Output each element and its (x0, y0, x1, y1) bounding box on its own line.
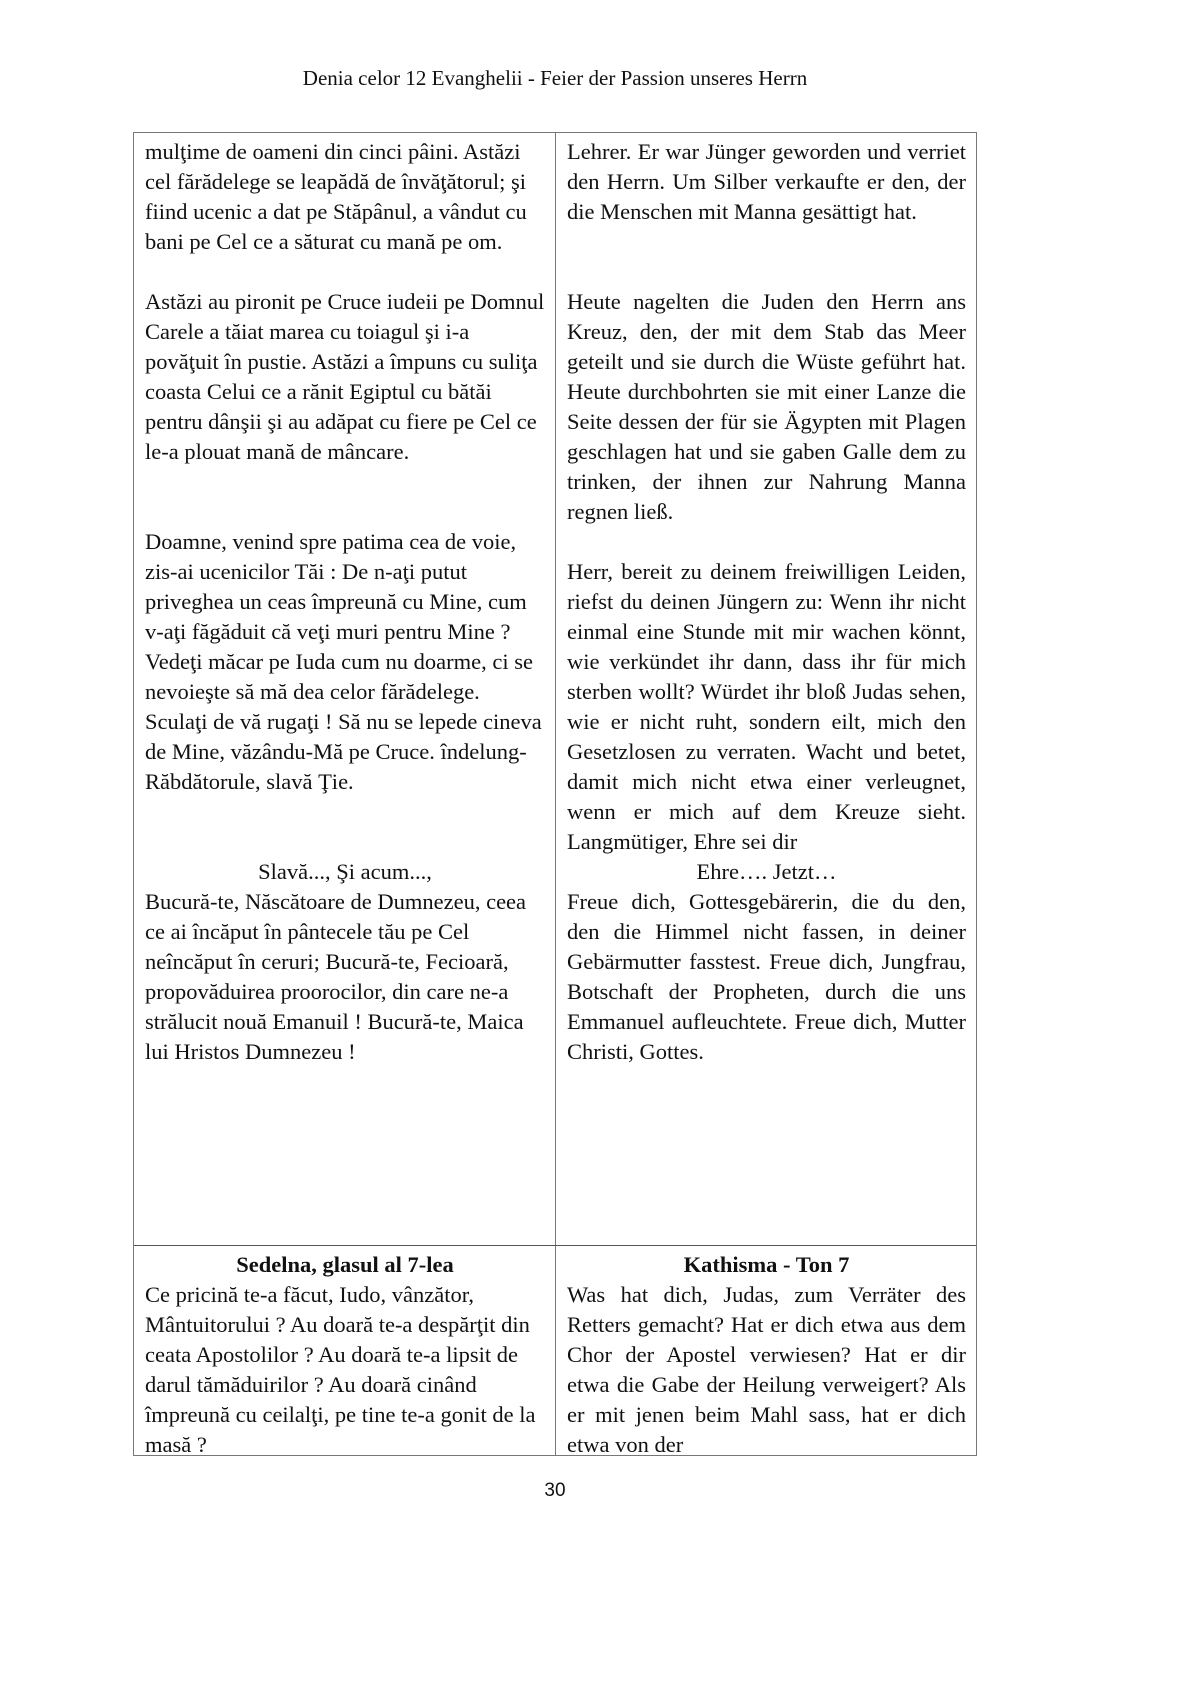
german-theotokion: Freue dich, Gottesgebärerin, die du den, den die Himmel nicht fassen, in deiner Gebärmutter fasstest. Freue dich, Jungfrau, Botschaft der Propheten, durch die uns Emmanuel aufleuchtete. Freue dich, Mutter Christi, Gottes. (567, 889, 966, 1064)
romanian-doxology: Slavă..., Şi acum..., (258, 859, 432, 884)
german-paragraph: Was hat dich, Judas, zum Verräter des Retters gemacht? Hat er dich etwa aus dem Chor der Apostel verwiesen? Hat er dir etwa die Gabe der Heilung verweigert? Als er mit jenen beim Mahl sass, hat er dich etwa von der (567, 1282, 966, 1457)
german-paragraph: Lehrer. Er war Jünger geworden und verriet den Herrn. Um Silber verkaufte er den, der die Menschen mit Manna gesättigt hat. (567, 139, 966, 224)
romanian-paragraph: Doamne, venind spre patima cea de voie, zis-ai ucenicilor Tăi : De n-aţi putut priveghea un ceas împreună cu Mine, cum v-aţi făgăduit că veţi muri pentru Mine ? Vedeţi măcar pe Iuda cum nu doarme, ci se nevoieşte să mă dea celor fărădelege. Sculaţi de vă rugaţi ! Să nu se lepede cineva de Mine, văzându-Mă pe Cruce. îndelung-Răbdătorule, slavă Ţie. (145, 529, 542, 794)
table-row (134, 133, 976, 1245)
german-paragraph: Heute nagelten die Juden den Herrn ans Kreuz, den, der mit dem Stab das Meer geteilt und sie durch die Wüste geführt hat. Heute durchbohrten sie mit einer Lanze die Seite dessen der für sie Ägypten mit Plagen geschlagen hat und sie gaben Galle dem zu trinken, der ihnen zur Nahrung Manna regnen ließ. (567, 289, 966, 524)
romanian-section-heading: Sedelna, glasul al 7-lea (236, 1252, 454, 1277)
page-header: Denia celor 12 Evanghelii - Feier der Passion unseres Herrn (302, 66, 808, 90)
german-paragraph: Herr, bereit zu deinem freiwilligen Leiden, riefst du deinen Jüngern zu: Wenn ihr nicht einmal eine Stunde mit mir wachen könnt, wie verkündet ihr dann, dass ihr für mich sterben wollt? Würdet ihr bloß Judas sehen, wie er nicht ruht, sondern eilt, mich den Gesetzlosen zu verraten. Wacht und betet, damit mich nicht etwa einer verleugnet, wenn er mich auf dem Kreuze sieht. Langmütiger, Ehre sei dir (567, 559, 966, 854)
romanian-paragraph: Ce pricină te-a făcut, Iudo, vânzător, Mântuitorului ? Au doară te-a despărţit din ceata Apostolilor ? Au doară te-a lipsit de darul tămăduirilor ? Au doară cinând împreună cu ceilalţi, pe tine te-a gonit de la masă ? (145, 1282, 536, 1457)
page-number: 30 (544, 1480, 566, 1501)
german-doxology: Ehre…. Jetzt… (696, 859, 837, 884)
romanian-cell (134, 133, 556, 1245)
german-section-heading: Kathisma - Ton 7 (683, 1252, 850, 1277)
romanian-paragraph: Astăzi au pironit pe Cruce iudeii pe Domnul Carele a tăiat marea cu toiagul şi i-a povăţuit în pustie. Astăzi a împuns cu suliţa coasta Celui ce a rănit Egiptul cu bătăi pentru dânşii şi au adăpat cu fiere pe Cel ce le-a plouat mană de mâncare. (145, 289, 545, 464)
romanian-paragraph: mulţime de oameni din cinci pâini. Astăzi cel fărădelege se leapădă de învăţătorul; şi fiind ucenic a dat pe Stăpânul, a vândut cu bani pe Cel ce a săturat cu mană pe om. (145, 139, 527, 254)
bilingual-table (133, 132, 977, 1456)
german-cell (556, 133, 976, 1245)
romanian-cell (134, 1246, 556, 1455)
table-row (134, 1245, 976, 1455)
romanian-theotokion: Bucură-te, Născătoare de Dumnezeu, ceea ce ai încăput în pântecele tău pe Cel neîncăput în ceruri; Bucură-te, Fecioară, propovăduirea proorocilor, din care ne-a strălucit nouă Emanuil ! Bucură-te, Maica lui Hristos Dumnezeu ! (145, 889, 527, 1064)
german-cell (556, 1246, 976, 1455)
